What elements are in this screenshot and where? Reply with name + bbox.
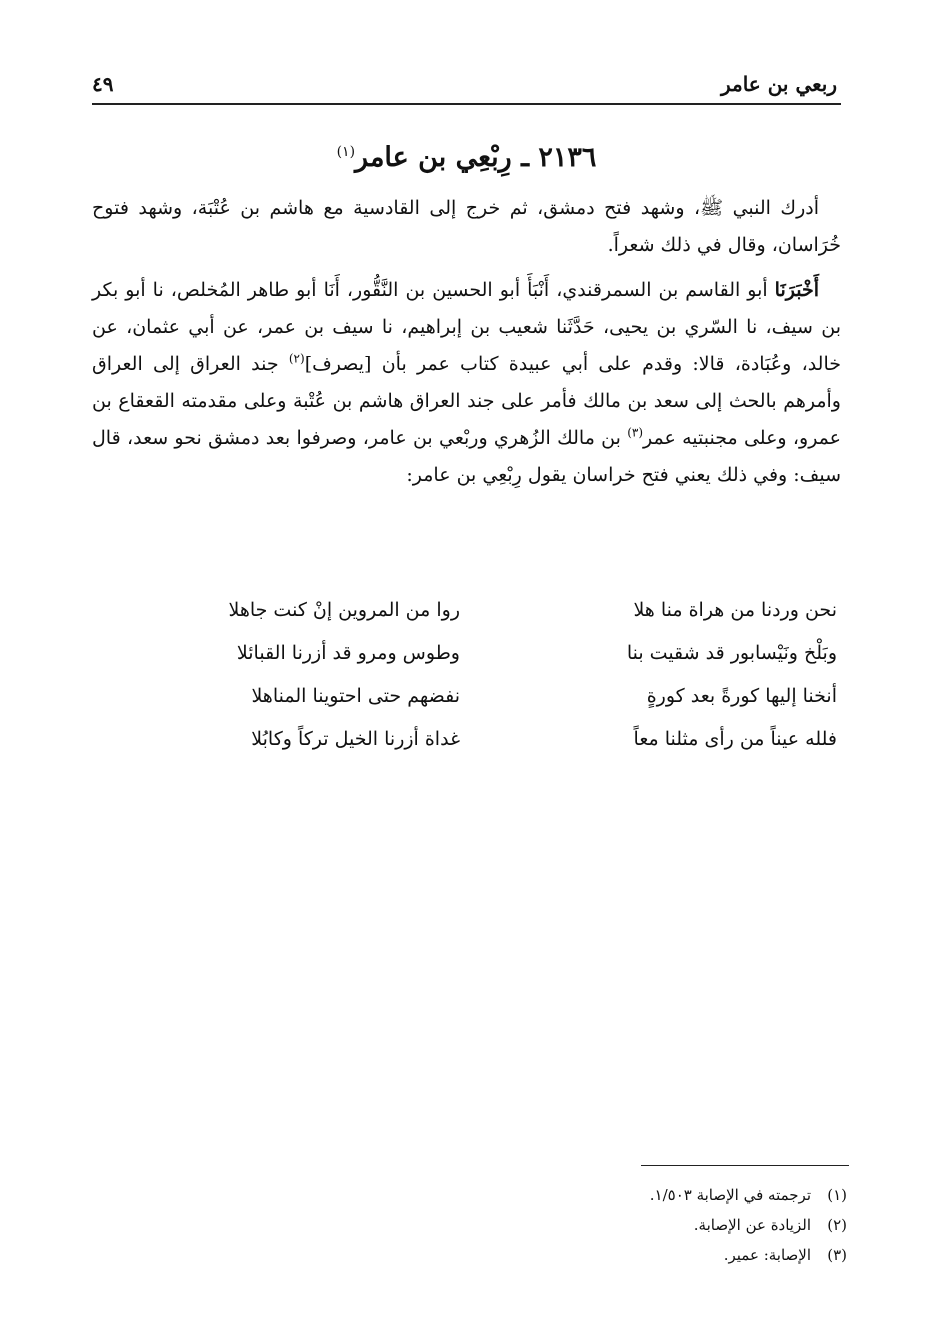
entry-title: [92, 132, 841, 178]
entry-title-footnote-ref: (١): [336, 144, 356, 160]
paragraph-2-part-a: أبو القاسم بن السمرقندي، أَنْبَأَ أبو الحسين بن النَّقُّور، أَنَا أبو طاهر المُخلص، نا أبو بكر بن سيف، نا السّري بن يحيى، حَدَّثَنا شعيب بن إبراهيم، نا سيف بن عمر، عن أبي عثمان، عن خالد، وعُبَادة، قالا: وقدم على أبي عبيدة كتاب عمر بأن [يصرف]: [92, 279, 841, 375]
verse-second-hemistich: نفضهم حتى احتوينا المناهلا: [251, 685, 460, 707]
verse-second-hemistich: وطوس ومرو قد أزرنا القبائلا: [236, 642, 460, 664]
footnote-ref-3: (٣): [627, 425, 644, 440]
verse-line: [150, 678, 837, 721]
running-head: ربعي بن عامر: [720, 72, 837, 96]
paragraph-2-lead-word: أَخْبَرَنَا: [774, 279, 819, 301]
footnote-number: (٢): [827, 1216, 847, 1234]
page-number: ٤٩: [92, 72, 114, 96]
verse-first-hemistich: نحن وردنا من هراة منا هلا: [633, 599, 837, 621]
body-text: [92, 190, 841, 494]
verse-line: [150, 592, 837, 635]
footnotes: [400, 1180, 847, 1270]
footnote-number: (٣): [827, 1246, 847, 1264]
verse-first-hemistich: وبَلْخ ونَيْسابور قد شقيت بنا: [626, 642, 837, 664]
footnote-text: ترجمته في الإصابة ١/٥٠٣.: [649, 1186, 811, 1204]
footnote-rule: [641, 1165, 849, 1166]
footnote: [400, 1210, 847, 1240]
verse-block: [150, 592, 837, 764]
entry-title-text: ٢١٣٦ ـ رِبْعِي بن عامر: [355, 142, 597, 173]
footnote-text: الإصابة: عمير.: [723, 1246, 811, 1264]
footnote: [400, 1180, 847, 1210]
page-header: [92, 72, 837, 102]
verse-first-hemistich: أنخنا إليها كورةً بعد كورةٍ: [646, 685, 837, 707]
paragraph-1: أدرك النبي ﷺ، وشهد فتح دمشق، ثم خرج إلى القادسية مع هاشم بن عُتْبَة، وشهد فتوح خُرَاسان، وقال في ذلك شعراً.: [92, 197, 841, 256]
paragraph-2-part-c: بن مالك الزُهري وربْعي بن عامر، وصرفوا بعد دمشق نحو سعد، قال سيف: وفي ذلك يعني فتح خراسان يقول رِبْعِي بن عامر:: [92, 427, 841, 486]
paragraph-2-part-b: جند العراق إلى العراق وأمرهم بالحث إلى سعد بن مالك فأمر على جند العراق هاشم بن عُتْبة وعلى مقدمته القعقاع بن عمرو، وعلى مجنبتيه عمر: [92, 353, 841, 449]
footnote-number: (١): [827, 1186, 847, 1204]
paragraph-2: [92, 272, 841, 494]
verse-line: [150, 721, 837, 764]
footnote: [400, 1240, 847, 1270]
verse-first-hemistich: فلله عيناً من رأى مثلنا معاً: [633, 728, 837, 750]
verse-second-hemistich: روا من المروين إنْ كنت جاهلا: [228, 599, 460, 621]
verse-line: [150, 635, 837, 678]
footnote-ref-2: (٢): [288, 351, 305, 366]
footnote-text: الزيادة عن الإصابة.: [693, 1216, 811, 1234]
header-rule: [92, 103, 841, 105]
verse-second-hemistich: غداة أزرنا الخيل تركاً وكابُلا: [251, 728, 460, 750]
